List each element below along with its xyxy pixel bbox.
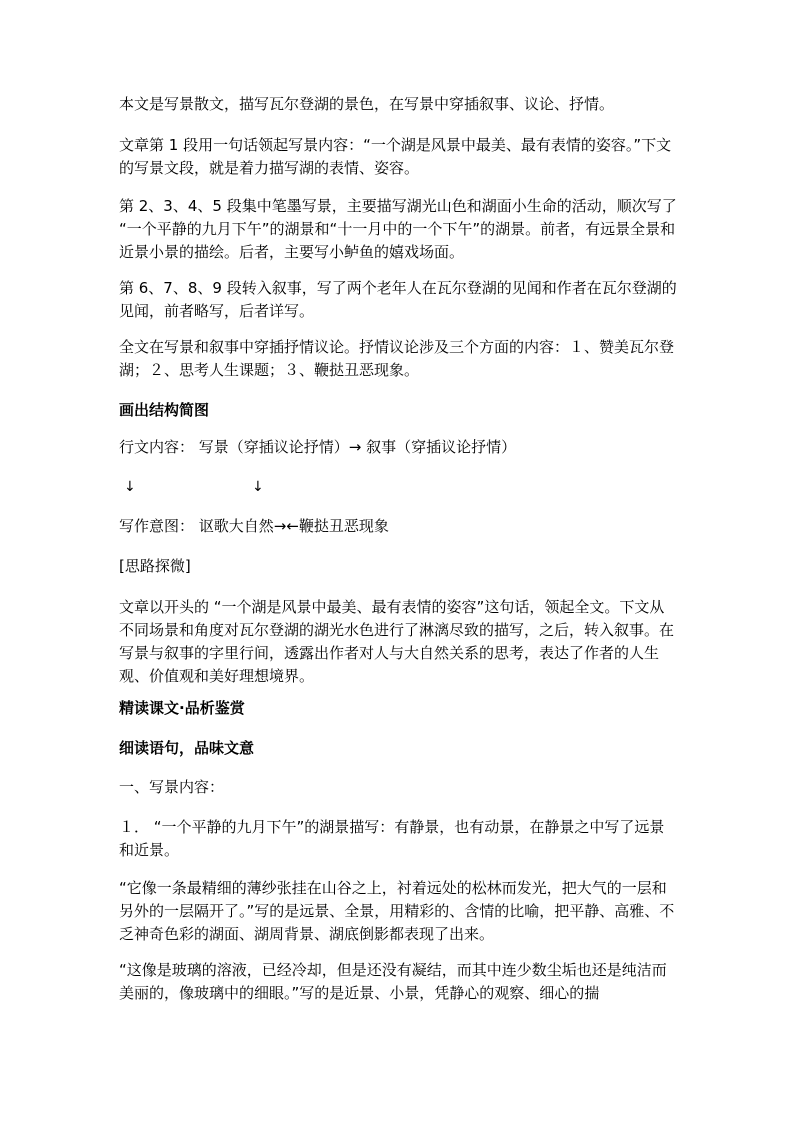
heading-close-reading: 精读课文·品析鉴赏 bbox=[119, 699, 245, 717]
paragraph-quote-veil: “它像一条最精细的薄纱张挂在山谷之上，衬着远处的松林而发光，把大气的一层和另外的一层隔开了。”写的是远景、全景，用精彩的、含情的比喻，把平静、高雅、不乏神奇色彩的湖面、湖周背景、湖底倒影都表现了出来。 bbox=[119, 879, 675, 943]
paragraph-narrative-sections: 第 6、7、8、9 段转入叙事，写了两个老年人在瓦尔登湖的见闻和作者在瓦尔登湖的见闻，前者略写，后者详写。 bbox=[119, 279, 677, 320]
section-label-thinking: [思路探微] bbox=[119, 557, 191, 575]
paragraph-scenery-sections: 第 2、3、4、5 段集中笔墨写景，主要描写湖光山色和湖面小生命的活动，顺次写了 “一个平静的九月下午”的湖景和“十一月中的一个下午”的湖景。前者，有远景全景和近景小景的描绘。后者，主要写小鲈鱼的嬉戏场面。 bbox=[119, 197, 677, 261]
section-scenery-content: 一、写景内容： bbox=[119, 778, 225, 796]
paragraph-lyric-commentary: 全文在写景和叙事中穿插抒情议论。抒情议论涉及三个方面的内容：１、赞美瓦尔登湖；２、思考人生课题；３、鞭挞丑恶现象。 bbox=[119, 338, 675, 379]
paragraph-thinking: 文章以开头的 “一个湖是风景中最美、最有表情的姿容”这句话，领起全文。下文从不同场景和角度对瓦尔登湖的湖光水色进行了淋漓尽致的描写，之后，转入叙事。在写景与叙事的字里行间，透露出作者对人与大自然关系的思考，表达了作者的人生观、价值观和美好理想境界。 bbox=[119, 598, 675, 685]
paragraph-intro: 本文是写景散文，描写瓦尔登湖的景色，在写景中穿插叙事、议论、抒情。 bbox=[119, 95, 615, 113]
paragraph-quote-glass: “这像是玻璃的溶液，已经冷却，但是还没有凝结，而其中连少数尘垢也还是纯洁而美丽的，像玻璃中的细眼。”写的是近景、小景，凭静心的观察、细心的揣 bbox=[119, 961, 667, 1002]
heading-structure-diagram: 画出结构简图 bbox=[119, 401, 210, 419]
heading-sentence-reading: 细读语句，品味文意 bbox=[119, 739, 255, 757]
down-arrow-icon: ↓ bbox=[124, 479, 136, 495]
structure-intent-line: 写作意图： 讴歌大自然→←鞭挞丑恶现象 bbox=[119, 517, 389, 535]
paragraph-september-afternoon: １． “一个平静的九月下午”的湖景描写：有静景，也有动景，在静景之中写了远景和近景。 bbox=[119, 818, 665, 859]
structure-content-line: 行文内容： 写景（穿插议论抒情）→ 叙事（穿插议论抒情） bbox=[119, 438, 517, 456]
down-arrow-icon: ↓ bbox=[252, 479, 264, 495]
paragraph-first-section: 文章第 1 段用一句话领起写景内容：“一个湖是风景中最美、最有表情的姿容。”下文的写景文段，就是着力描写湖的表情、姿容。 bbox=[119, 136, 672, 177]
